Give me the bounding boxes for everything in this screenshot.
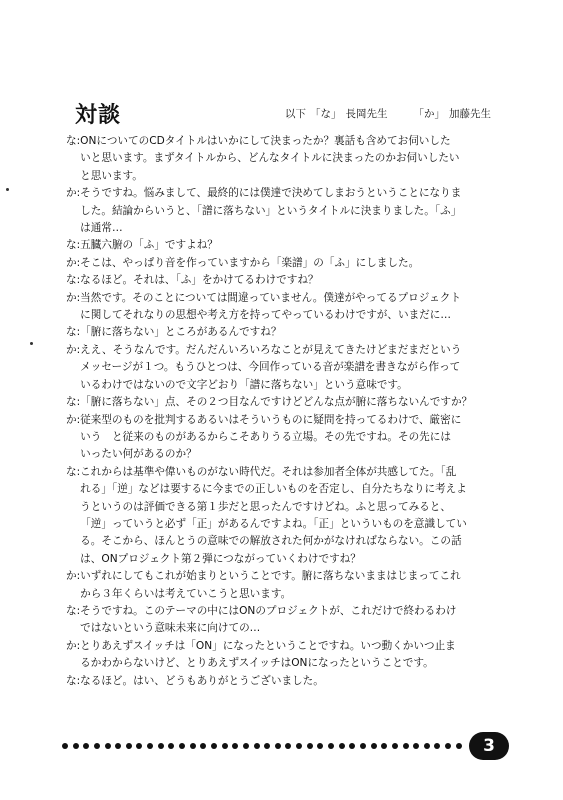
utterance <box>80 290 518 325</box>
utterance <box>80 342 518 394</box>
dialogue-entry <box>66 638 518 673</box>
utterance-line: に関してそれなりの思想や考え方を持ってやっているわけですが、いまだに… <box>80 309 451 322</box>
speaker-label: な: <box>66 239 81 252</box>
speaker-label: な: <box>66 604 81 617</box>
rule-dot <box>456 743 462 749</box>
page-title: 対談 <box>75 103 122 128</box>
dialogue-entry <box>66 412 518 464</box>
utterance-line: 「腑に落ちない」点、その２つ目なんですけどどんな点が腑に落ちないんですか？ <box>80 396 473 409</box>
speaker-label: な: <box>66 465 81 478</box>
rule-dot <box>360 743 366 749</box>
utterance-line: そうですね。悩みまして、最終的には僕達で決めてしまおうということになりま <box>80 187 462 200</box>
scan-speck <box>6 188 9 191</box>
rule-dot <box>211 743 217 749</box>
speaker-label: か: <box>66 343 81 356</box>
rule-dot <box>424 743 430 749</box>
rule-dot <box>371 743 377 749</box>
utterance <box>80 324 518 341</box>
rule-dot <box>307 743 313 749</box>
utterance-line: いずれにしてもこれが始まりということです。腑に落ちないままはじまってこれ <box>80 570 461 583</box>
dialogue-entry <box>66 464 518 568</box>
utterance <box>80 412 518 464</box>
rule-dot <box>445 743 451 749</box>
utterance-line: 五臓六腑の「ふ」ですよね？ <box>80 239 218 252</box>
page-footer <box>62 734 542 764</box>
rule-dot <box>62 743 68 749</box>
utterance-line: した。結論からいうと、「譜に落ちない」というタイトルに決まりました。「ふ」 <box>80 204 462 217</box>
rule-dot <box>190 743 196 749</box>
interviewer-name: 長岡先生 <box>345 108 388 120</box>
utterance <box>80 673 518 690</box>
utterance-line: これからは基準や偉いものがない時代だ。それは参加者全体が共感してた。「乱 <box>80 465 457 478</box>
rule-dot <box>136 743 142 749</box>
utterance-line: は、ONプロジェクト第２弾につながっていくわけですね？ <box>80 552 361 565</box>
rule-dot <box>339 743 345 749</box>
rule-dot <box>158 743 164 749</box>
rule-dot <box>328 743 334 749</box>
title-row <box>75 98 515 128</box>
dialogue-entry <box>66 272 518 289</box>
rule-dot <box>105 743 111 749</box>
utterance-line: なるほど。はい、どうもありがとうございました。 <box>80 674 324 687</box>
utterance <box>80 568 518 603</box>
dialogue-entry <box>66 568 518 603</box>
rule-dot <box>73 743 79 749</box>
speaker-label: な: <box>66 135 81 147</box>
dialogue-entry <box>66 673 518 690</box>
dialogue-entry <box>66 342 518 394</box>
utterance <box>80 394 518 411</box>
speaker-label: か: <box>66 570 81 583</box>
utterance-line: ONについてのCDタイトルはいかにして決まったか？裏話も含めてお伺いした <box>80 135 451 147</box>
rule-dot <box>285 743 291 749</box>
utterance-line: 「逆」っていうと必ず「正」があるんですよね。「正」といういものを意識してい <box>80 517 467 530</box>
utterance-line: なるほど。それは、「ふ」をかけてるわけですね？ <box>80 274 319 287</box>
guest-name: 加藤先生 <box>449 108 491 120</box>
speaker-label: か: <box>66 291 81 304</box>
page-number-badge: 3 <box>469 732 509 760</box>
utterance-line: るかわからないけど、とりあえずスイッチはONになったということです。 <box>80 657 434 670</box>
utterance-line: そうですね。このテーマの中にはONのプロジェクトが、これだけで終わるわけ <box>80 604 457 617</box>
speaker-legend <box>285 106 495 121</box>
interviewer-tag: 「な」 <box>310 108 342 120</box>
speaker-label: な: <box>66 396 81 409</box>
utterance-line: メッセージが１つ。もうひとつは、今回作っている音が楽譜を書きながら作って <box>80 361 461 374</box>
utterance-line: いと思います。まずタイトルから、どんなタイトルに決まったのかお伺いしたい <box>80 152 460 165</box>
dialogue-body <box>66 133 518 690</box>
rule-dot <box>179 743 185 749</box>
utterance-line: る。そこから、ほんとうの意味での解放された何かがなければならない。この話 <box>80 535 462 548</box>
rule-dot <box>296 743 302 749</box>
rule-dot <box>264 743 270 749</box>
utterance-line: うというのは評価できる第１歩だと思ったんですけどね。ふと思ってみると、 <box>80 500 451 513</box>
dialogue-entry <box>66 255 518 272</box>
dialogue-entry <box>66 237 518 254</box>
rule-dot <box>349 743 355 749</box>
rule-dot <box>126 743 132 749</box>
utterance-line: そこは、やっぱり音を作っていますから「楽譜」の「ふ」にしました。 <box>80 256 420 269</box>
utterance-line: れる」「逆」などは要するに今までの正しいものを否定し、自分たちなりに考えよ <box>80 483 467 496</box>
rule-dot <box>275 743 281 749</box>
utterance <box>80 133 518 185</box>
utterance-line: 「腑に落ちない」ところがあるんですね？ <box>80 326 282 339</box>
utterance-line: ええ、そうなんです。だんだんいろいろなことが見えてきたけどまだまだという <box>80 343 462 356</box>
dotted-rule <box>62 740 462 752</box>
rule-dot <box>381 743 387 749</box>
utterance <box>80 272 518 289</box>
rule-dot <box>168 743 174 749</box>
speaker-label: な: <box>66 674 81 687</box>
speaker-intro-prefix: 以下 <box>285 108 306 120</box>
utterance-line: は通常… <box>80 222 123 235</box>
utterance <box>80 237 518 254</box>
speaker-label: か: <box>66 413 81 426</box>
guest-tag: 「か」 <box>413 108 445 120</box>
speaker-label: か: <box>66 639 81 652</box>
rule-dot <box>200 743 206 749</box>
speaker-label: か: <box>66 256 81 269</box>
rule-dot <box>83 743 89 749</box>
dialogue-entry <box>66 290 518 325</box>
rule-dot <box>147 743 153 749</box>
rule-dot <box>243 743 249 749</box>
rule-dot <box>434 743 440 749</box>
rule-dot <box>222 743 228 749</box>
dialogue-entry <box>66 394 518 411</box>
utterance-line: いう と従来のものがあるからこそありうる立場。その先ですね。その先には <box>80 430 451 443</box>
rule-dot <box>115 743 121 749</box>
rule-dot <box>94 743 100 749</box>
utterance <box>80 464 518 568</box>
dialogue-entry <box>66 133 518 185</box>
rule-dot <box>403 743 409 749</box>
speaker-label: な: <box>66 326 81 339</box>
utterance <box>80 255 518 272</box>
utterance-line: ではないという意味未来に向けての… <box>80 622 261 635</box>
utterance <box>80 185 518 237</box>
utterance-line: 従来型のものを批判するあるいはそういうものに疑問を持ってるわけで、厳密に <box>80 413 462 426</box>
speaker-label: か: <box>66 187 81 200</box>
rule-dot <box>317 743 323 749</box>
utterance-line: とりあえずスイッチは「ON」になったということですね。いつ動くかいつ止ま <box>80 639 456 652</box>
rule-dot <box>254 743 260 749</box>
scan-speck <box>30 342 33 345</box>
rule-dot <box>413 743 419 749</box>
utterance-line: いったい何があるのか？ <box>80 448 197 461</box>
utterance-line: から３年くらいは考えていこうと思います。 <box>80 587 292 600</box>
utterance <box>80 603 518 638</box>
rule-dot <box>232 743 238 749</box>
dialogue-entry <box>66 603 518 638</box>
rule-dot <box>392 743 398 749</box>
dialogue-entry <box>66 324 518 341</box>
dialogue-entry <box>66 185 518 237</box>
utterance <box>80 638 518 673</box>
utterance-line: と思います。 <box>80 169 143 182</box>
speaker-label: な: <box>66 274 81 287</box>
utterance-line: いるわけではないので文字どおり「譜に落ちない」という意味です。 <box>80 378 408 391</box>
utterance-line: 当然です。そのことについては間違っていません。僕達がやってるプロジェクト <box>80 291 461 304</box>
